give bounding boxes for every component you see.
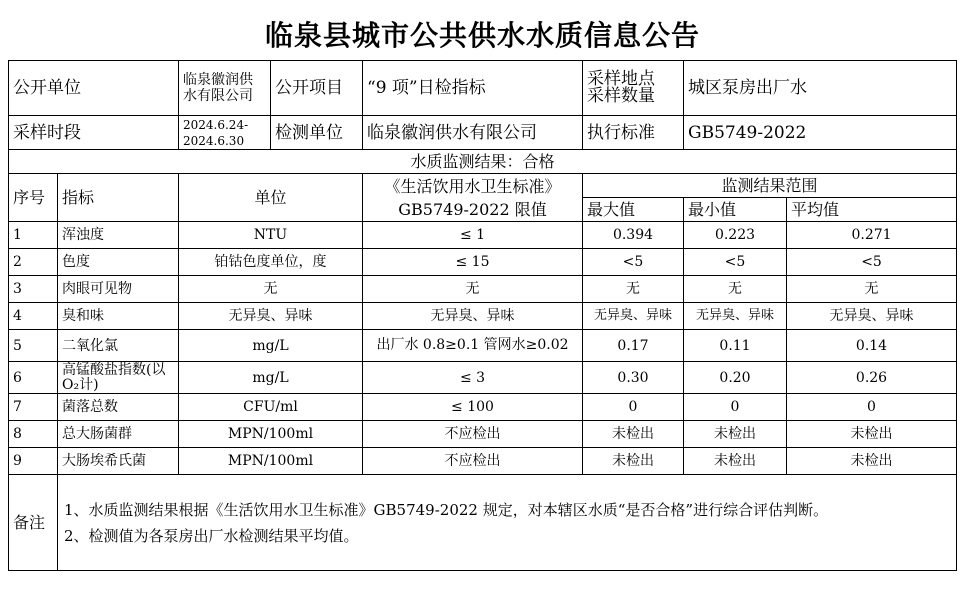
row-max: 0.30: [583, 362, 684, 394]
row-max: 无异臭、异味: [583, 303, 684, 330]
row-no: 8: [9, 421, 58, 448]
row-indicator: 二氧化氯: [58, 330, 179, 362]
row-limit: 不应检出: [363, 448, 583, 475]
row-min: 0.11: [684, 330, 787, 362]
col-range: 监测结果范围: [583, 174, 957, 198]
row-no: 6: [9, 362, 58, 394]
row-unit: mg/L: [179, 362, 363, 394]
sampling-site-label: [583, 61, 684, 116]
row-limit: ≤ 3: [363, 362, 583, 394]
row-min: 无: [684, 276, 787, 303]
row-avg: 未检出: [787, 421, 957, 448]
row-min: 无异臭、异味: [684, 303, 787, 330]
remarks-line-2: 2、检测值为各泵房出厂水检测结果平均值。: [64, 526, 359, 545]
row-avg: 无: [787, 276, 957, 303]
row-max: 未检出: [583, 421, 684, 448]
remarks-line-1: 1、水质监测结果根据《生活饮用水卫生标准》GB5749-2022 规定，对本辖区水质“是否合格”进行综合评估判断。: [64, 500, 829, 519]
remarks-content: [58, 475, 957, 571]
row-indicator: 色度: [58, 249, 179, 276]
row-unit: 铂钴色度单位，度: [179, 249, 363, 276]
col-max: 最大值: [583, 198, 684, 222]
sampling-site-label-2: 采样数量: [587, 86, 655, 106]
row-unit: MPN/100ml: [179, 421, 363, 448]
table-row: [9, 303, 957, 330]
table-row: [9, 222, 957, 249]
row-min: 未检出: [684, 421, 787, 448]
public-unit-label: 公开单位: [9, 61, 179, 116]
row-no: 2: [9, 249, 58, 276]
col-limit-line-1: 《生活饮用水卫生标准》: [384, 176, 561, 196]
table-row: [9, 362, 957, 394]
row-indicator: 大肠埃希氏菌: [58, 448, 179, 475]
row-avg: <5: [787, 249, 957, 276]
row-avg: 0.271: [787, 222, 957, 249]
row-max: 无: [583, 276, 684, 303]
row-unit: 无异臭、异味: [179, 303, 363, 330]
row-unit: NTU: [179, 222, 363, 249]
water-quality-table: [8, 60, 957, 571]
standard-label: 执行标准: [583, 116, 684, 150]
table-row: [9, 276, 957, 303]
table-row: [9, 394, 957, 421]
row-indicator: 臭和味: [58, 303, 179, 330]
col-avg: 平均值: [787, 198, 957, 222]
row-no: 7: [9, 394, 58, 421]
sampling-site-value: 城区泵房出厂水: [684, 61, 957, 116]
row-min: <5: [684, 249, 787, 276]
row-no: 9: [9, 448, 58, 475]
row-indicator: 浑浊度: [58, 222, 179, 249]
row-max: 未检出: [583, 448, 684, 475]
row-limit: 无异臭、异味: [363, 303, 583, 330]
col-limit: [363, 174, 583, 222]
row-indicator: 总大肠菌群: [58, 421, 179, 448]
sampling-time-label: 采样时段: [9, 116, 179, 150]
row-limit: ≤ 15: [363, 249, 583, 276]
col-indicator: 指标: [58, 174, 179, 222]
row-indicator: 菌落总数: [58, 394, 179, 421]
row-max: 0.17: [583, 330, 684, 362]
col-no: 序号: [9, 174, 58, 222]
public-unit-value: 临泉徽润供水有限公司: [179, 61, 271, 116]
row-limit: 出厂水 0.8≥0.1 管网水≥0.02: [363, 330, 583, 362]
row-indicator: 肉眼可见物: [58, 276, 179, 303]
row-max: 0: [583, 394, 684, 421]
row-min: 0.223: [684, 222, 787, 249]
table-row: [9, 448, 957, 475]
row-min: 0: [684, 394, 787, 421]
test-unit-value: 临泉徽润供水有限公司: [363, 116, 583, 150]
row-no: 5: [9, 330, 58, 362]
page-title: 临泉县城市公共供水水质信息公告: [264, 19, 700, 52]
table-row: [9, 249, 957, 276]
row-no: 1: [9, 222, 58, 249]
public-item-label: 公开项目: [271, 61, 363, 116]
table-row: [9, 421, 957, 448]
row-min: 0.20: [684, 362, 787, 394]
col-unit: 单位: [179, 174, 363, 222]
row-avg: 0: [787, 394, 957, 421]
col-min: 最小值: [684, 198, 787, 222]
row-limit: 无: [363, 276, 583, 303]
row-min: 未检出: [684, 448, 787, 475]
row-max: <5: [583, 249, 684, 276]
remarks-label: 备注: [9, 475, 58, 571]
result-line: 水质监测结果：合格: [9, 150, 957, 174]
row-unit: mg/L: [179, 330, 363, 362]
row-max: 0.394: [583, 222, 684, 249]
row-unit: CFU/ml: [179, 394, 363, 421]
row-limit: ≤ 100: [363, 394, 583, 421]
sampling-time-value: 2024.6.24-2024.6.30: [179, 116, 271, 150]
row-indicator: 高锰酸盐指数(以O₂计): [58, 362, 179, 394]
test-unit-label: 检测单位: [271, 116, 363, 150]
row-no: 3: [9, 276, 58, 303]
sampling-site-label-1: 采样地点: [587, 69, 655, 89]
row-no: 4: [9, 303, 58, 330]
col-limit-line-2: GB5749-2022 限值: [398, 199, 547, 219]
row-avg: 0.26: [787, 362, 957, 394]
standard-value: GB5749-2022: [684, 116, 957, 150]
row-limit: 不应检出: [363, 421, 583, 448]
row-limit: ≤ 1: [363, 222, 583, 249]
row-avg: 0.14: [787, 330, 957, 362]
table-row: [9, 330, 957, 362]
row-unit: 无: [179, 276, 363, 303]
row-avg: 无异臭、异味: [787, 303, 957, 330]
public-item-value: “9 项”日检指标: [363, 61, 583, 116]
row-unit: MPN/100ml: [179, 448, 363, 475]
row-avg: 未检出: [787, 448, 957, 475]
